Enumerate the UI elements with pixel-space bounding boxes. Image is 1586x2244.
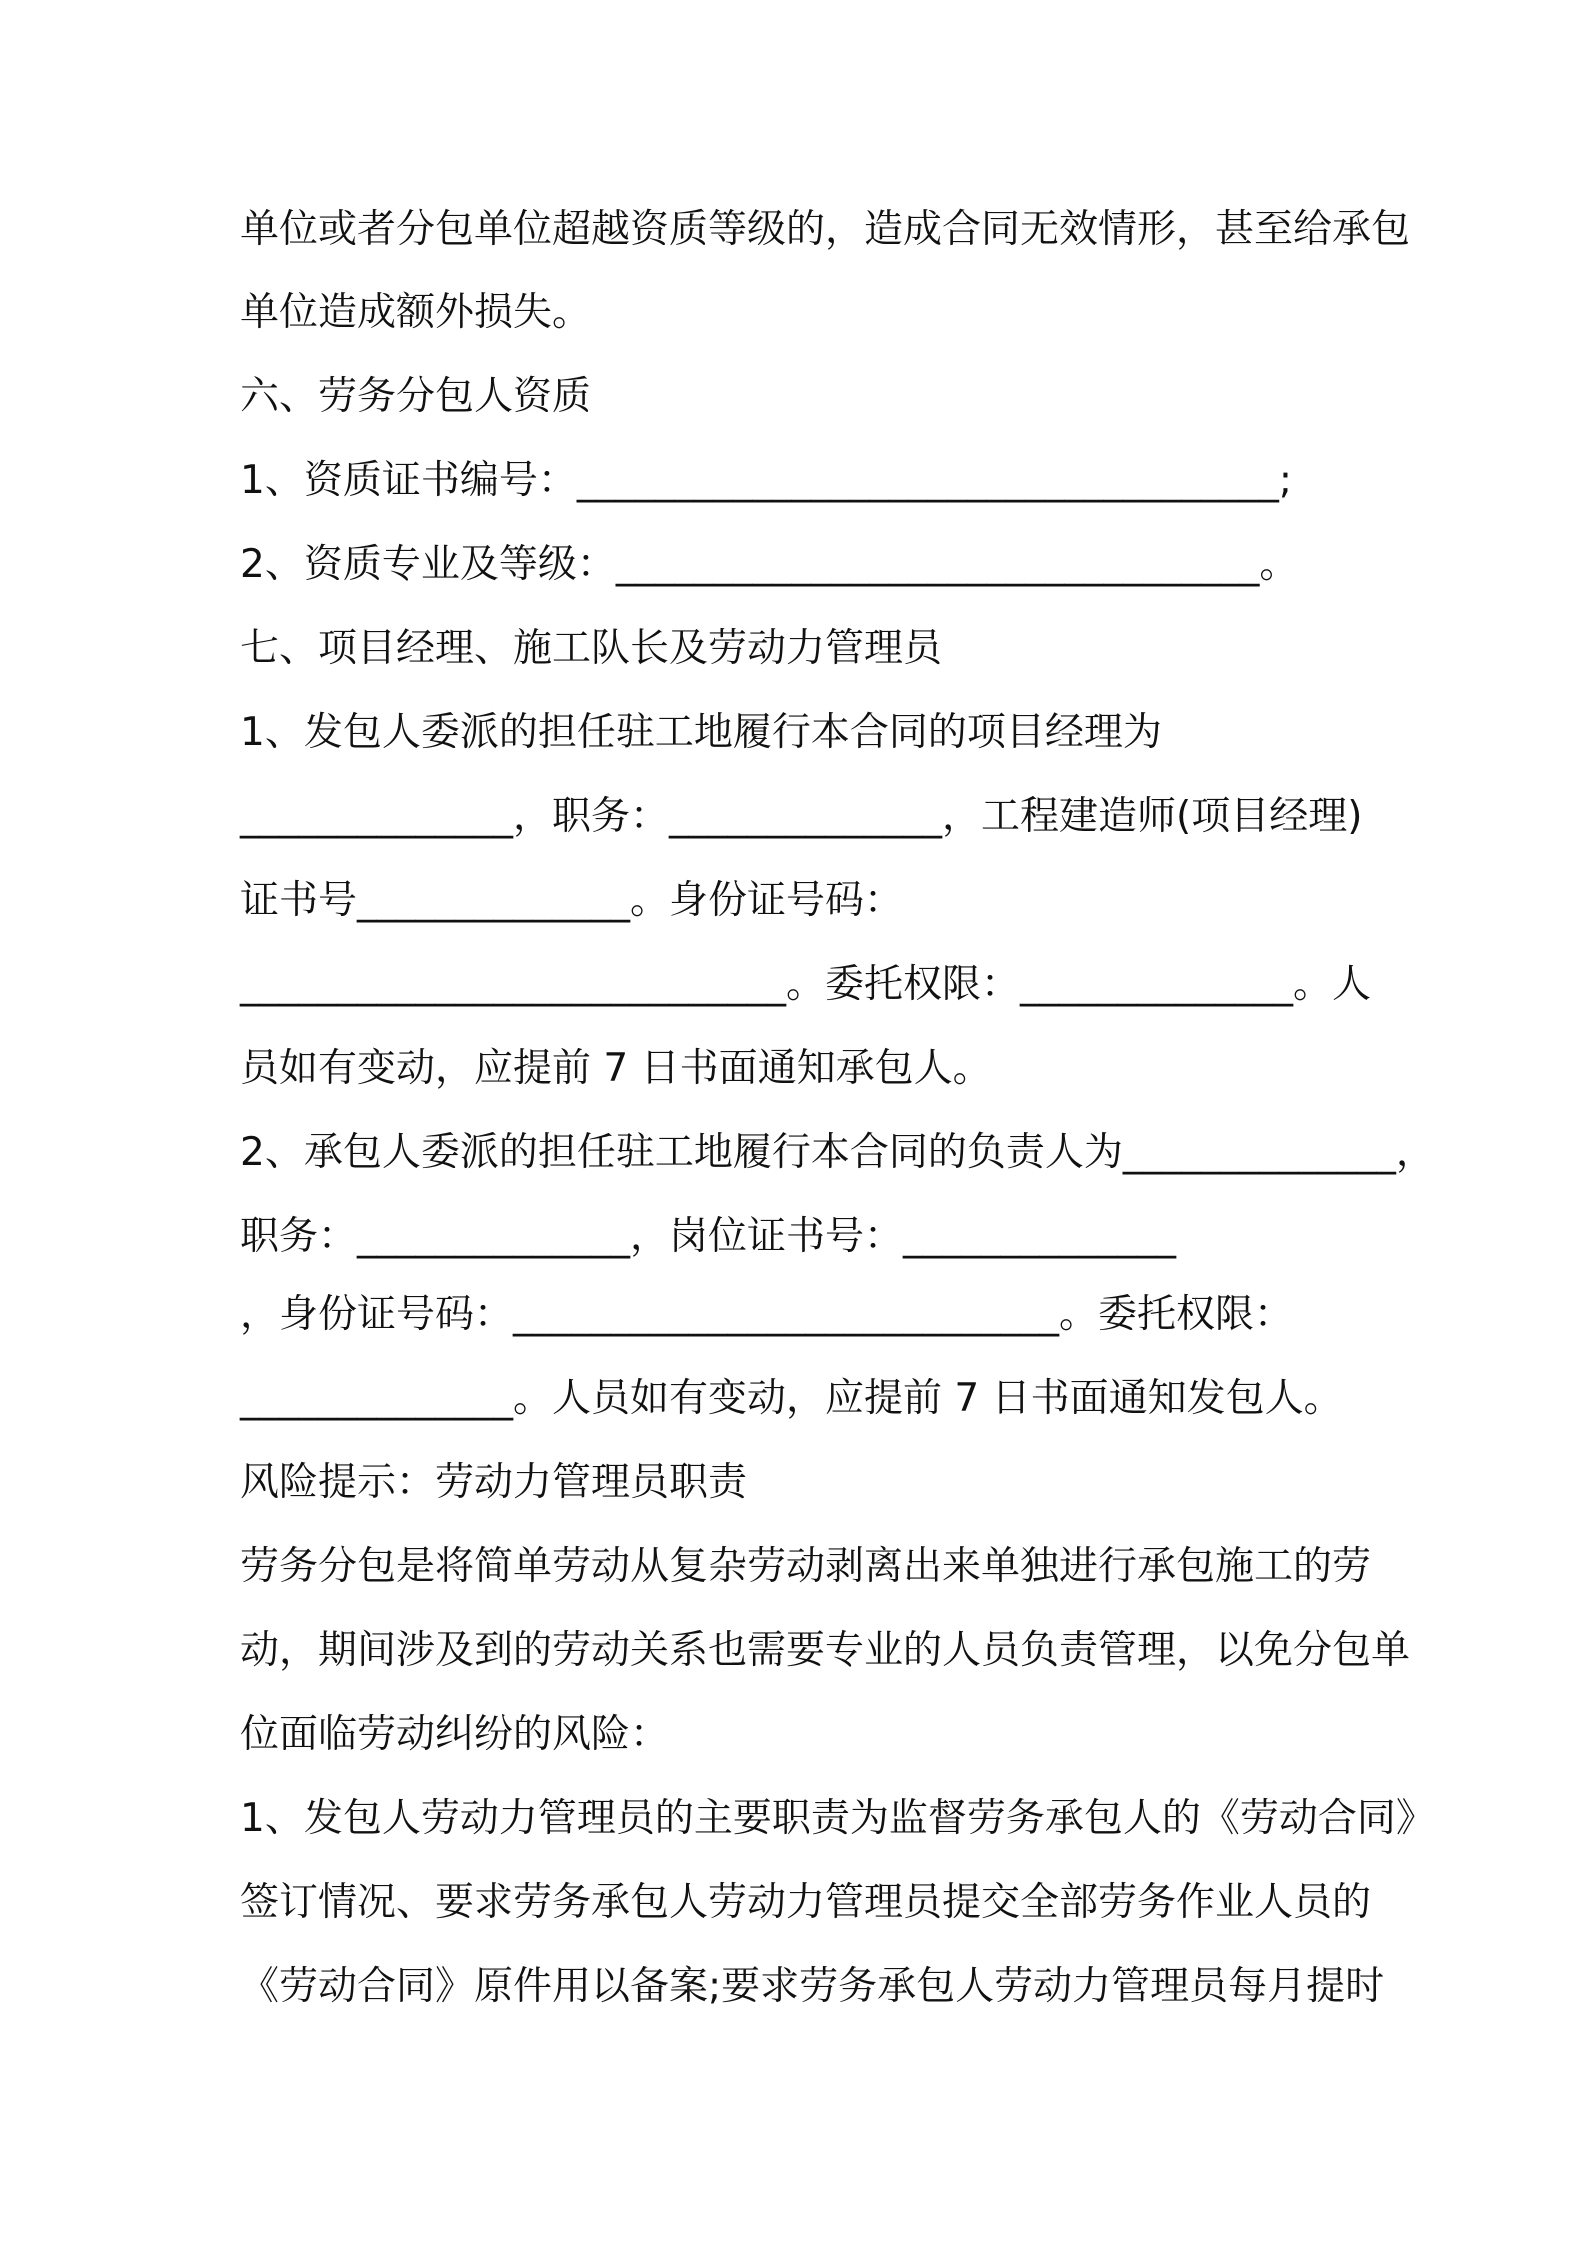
text-line: 《劳动合同》原件用以备案;要求劳务承包人劳动力管理员每月提时 xyxy=(240,1964,1385,2009)
risk-tip-heading: 风险提示：劳动力管理员职责 xyxy=(240,1460,748,1505)
form-field-line: 2、资质专业及等级：_________________________________。 xyxy=(240,542,1299,587)
form-field-line: ____________________________。委托权限：______________。人 xyxy=(240,962,1372,1007)
form-field-line: 证书号______________。身份证号码： xyxy=(240,878,904,923)
text-line: 签订情况、要求劳务承包人劳动力管理员提交全部劳务作业人员的 xyxy=(240,1880,1372,1925)
text-line: 劳务分包是将简单劳动从复杂劳动剥离出来单独进行承包施工的劳 xyxy=(240,1544,1372,1589)
text-line: 动，期间涉及到的劳动关系也需要专业的人员负责管理，以免分包单 xyxy=(240,1628,1411,1673)
text-line: 1、发包人劳动力管理员的主要职责为监督劳务承包人的《劳动合同》 xyxy=(240,1796,1435,1841)
text-line: 位面临劳动纠纷的风险： xyxy=(240,1712,670,1757)
text-line: 1、发包人委派的担任驻工地履行本合同的项目经理为 xyxy=(240,710,1162,755)
section-heading: 七、项目经理、施工队长及劳动力管理员 xyxy=(240,626,943,671)
text-line: 员如有变动，应提前 7 日书面通知承包人。 xyxy=(240,1046,992,1091)
form-field-line: 1、资质证书编号：____________________________________; xyxy=(240,458,1292,503)
form-field-line: ______________。人员如有变动，应提前 7 日书面通知发包人。 xyxy=(240,1376,1343,1421)
form-field-line: ______________，职务：______________，工程建造师(项目经理) xyxy=(240,794,1363,839)
section-heading: 六、劳务分包人资质 xyxy=(240,374,592,419)
text-line: 单位造成额外损失。 xyxy=(240,290,592,335)
text-line: 单位或者分包单位超越资质等级的，造成合同无效情形，甚至给承包 xyxy=(240,207,1411,252)
form-field-line: 职务：______________，岗位证书号：______________ xyxy=(240,1214,1177,1259)
form-field-line: 2、承包人委派的担任驻工地履行本合同的负责人为______________， xyxy=(240,1130,1435,1175)
form-field-line: ，身份证号码：____________________________。委托权限： xyxy=(240,1292,1294,1337)
